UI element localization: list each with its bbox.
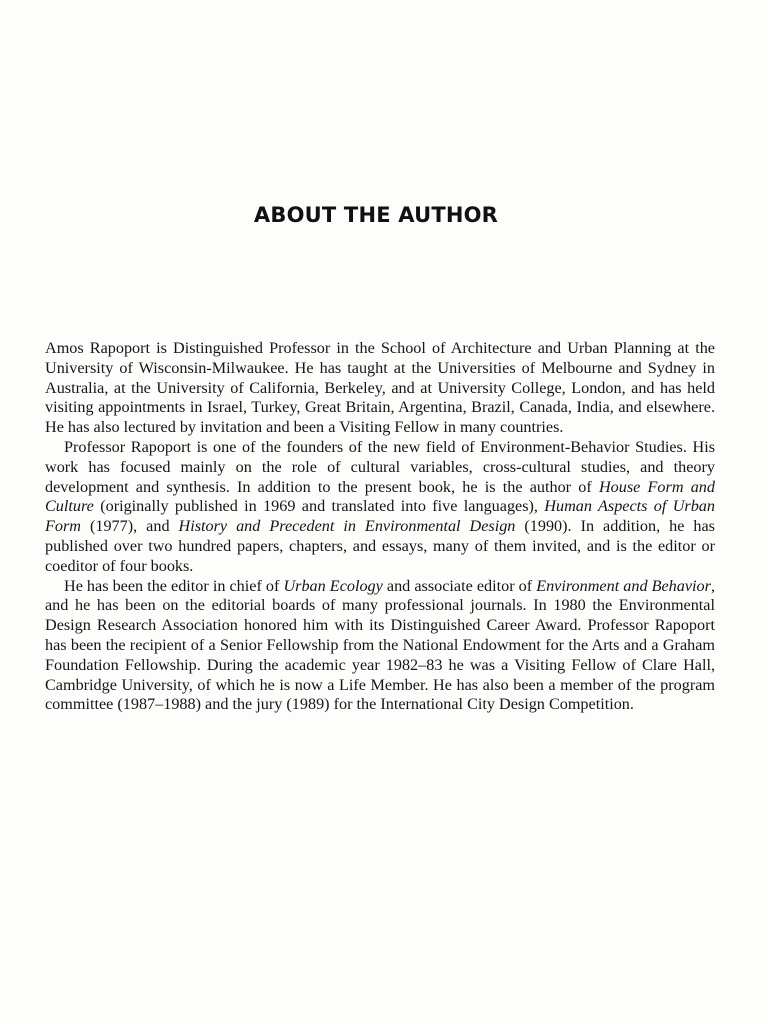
text-run: (1990). In addition, he has published over two hundred papers, chapters, and essays, many of them invited, and is the editor or coeditor of four books. — [45, 517, 715, 575]
text-run: (1977), and — [80, 517, 179, 536]
bio-paragraph-1 — [45, 339, 715, 438]
text-run: He has been the editor in chief of — [64, 576, 284, 595]
text-run: and associate editor of — [382, 576, 537, 595]
text-run: Professor Rapoport is one of the founders of the new field of Environment-Behavior Studies. His work has focused mainly on the role of cultural variables, cross-cultural studies, and theory development and synthesis. In addition to the present book, he is the author of — [45, 437, 715, 496]
text-run: (originally published in 1969 and translated into five languages), — [93, 497, 545, 516]
author-biography — [45, 339, 715, 715]
bio-paragraph-2 — [45, 438, 715, 577]
text-run: Amos Rapoport is Distinguished Professor in the School of Architecture and Urban Planning at the University of Wisconsin-Milwaukee. He has taught at the Universities of Melbourne and Sydney in Australia, at the University of California, Berkeley, and at University College, London, and has held visiting appointments in Israel, Turkey, Great Britain, Argentina, Brazil, Canada, India, and elsewhere. He has also lectured by invitation and been a Visiting Fellow in many countries. — [45, 339, 715, 437]
book-title-house-form-and-culture: House Form and Culture — [45, 477, 715, 516]
bio-paragraph-3 — [45, 577, 715, 716]
text-run: , and he has been on the editorial boards of many professional journals. In 1980 the Environmental Design Research Association honored him with its Distinguished Career Award. Professor Rapoport has been the recipient of a Senior Fellowship from the National Endowment for the Arts and a Graham Foundation Fellowship. During the academic year 1982–83 he was a Visiting Fellow of Clare Hall, Cambridge University, of which he is now a Life Member. He has also been a member of the program committee (1987–1988) and the jury (1989) for the International City Design Competition. — [45, 576, 715, 714]
journal-title-environment-and-behavior: Environment and Behavior — [536, 576, 711, 595]
journal-title-urban-ecology: Urban Ecology — [283, 576, 383, 595]
book-title-human-aspects-of-urban-form: Human Aspects of Urban Form — [45, 497, 715, 536]
page-title: ABOUT THE AUTHOR — [253, 203, 499, 227]
book-title-history-and-precedent: History and Precedent in Environmental Design — [178, 517, 516, 536]
